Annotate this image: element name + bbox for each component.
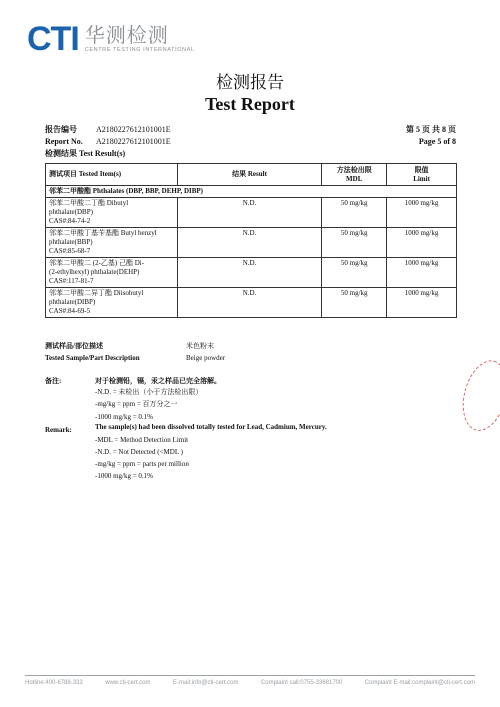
row-item: 邻苯二甲酸丁基苄基酯 Butyl benzyl phthalate(BBP) CAS#:85-68-7 (46, 228, 178, 258)
footer (25, 680, 475, 686)
remark-cn-line: -N.D. = 未检出（小于方法检出限） (95, 388, 203, 396)
row-result: N.D. (177, 228, 322, 258)
table-row (46, 198, 457, 228)
table-group-row (46, 186, 457, 198)
remark-cn-line: -1000 mg/kg = 0.1% (95, 413, 153, 421)
table-header-row (46, 164, 457, 186)
group-phthalates: 邻苯二甲酸酯 Phthalates (DBP, BBP, DEHP, DIBP) (46, 186, 457, 198)
official-seal-fragment (473, 360, 500, 434)
row-item: 邻苯二甲酸二 (2-乙基) 己酯 Di- (2-ethylhexyl) phthalate(DEHP) CAS#:117-81-7 (46, 258, 178, 288)
sample-label-en: Tested Sample/Part Description (45, 354, 140, 362)
results-table (45, 163, 457, 318)
row-mdl: 50 mg/kg (322, 258, 387, 288)
results-heading: 检测结果 Test Result(s) (45, 149, 126, 158)
footer-divider (25, 675, 475, 676)
row-item: 邻苯二甲酸二丁酯 Dibutyl phthalate(DBP) CAS#:84-74-2 (46, 198, 178, 228)
logo-chinese-name: 华测检测 (84, 23, 169, 47)
footer-complaint-call: Complaint call:0755-33681700 (260, 680, 343, 686)
footer-email-link[interactable]: E-mail:info@cti-cert.com (173, 680, 239, 686)
page-number-en: Page 5 of 8 (418, 137, 456, 146)
report-title-cn: 检测报告 (216, 73, 284, 93)
row-limit: 1000 mg/kg (387, 258, 457, 288)
row-result: N.D. (177, 198, 322, 228)
remark-en-line: -1000 mg/kg = 0.1% (95, 472, 153, 480)
footer-complaint-email-link[interactable]: Complaint E-mail:complaint@cti-cert.com (364, 680, 475, 686)
row-mdl: 50 mg/kg (322, 198, 387, 228)
header-limit: 限值 Limit (387, 164, 457, 186)
remark-label-cn: 备注: (45, 377, 62, 385)
report-title-en: Test Report (205, 94, 295, 114)
row-mdl: 50 mg/kg (322, 228, 387, 258)
footer-website-link[interactable]: www.cti-cert.com (105, 680, 151, 686)
row-mdl: 50 mg/kg (322, 288, 387, 318)
table-row (46, 288, 457, 318)
table-row (46, 258, 457, 288)
remark-en-line: The sample(s) had been dissolved totally tested for Lead, Cadmium, Mercury. (95, 423, 327, 431)
sample-label-cn: 测试样品/部位描述 (45, 342, 103, 350)
remark-label-en: Remark: (45, 426, 72, 434)
row-result: N.D. (177, 288, 322, 318)
row-limit: 1000 mg/kg (387, 228, 457, 258)
remark-en-line: -MDL = Method Detection Limit (95, 436, 189, 444)
remark-cn-line: 对于检测铅，镉，汞之样品已完全溶解。 (95, 377, 221, 385)
page-number-cn: 第 5 页 共 8 页 (406, 125, 456, 134)
report-no-value-cn: A2180227612101001E (96, 125, 171, 134)
report-no-label-en: Report No. (45, 137, 83, 146)
sample-value-en: Beige powder (186, 354, 226, 362)
row-result: N.D. (177, 258, 322, 288)
remark-en-line: -N.D. = Not Detected (<MDL ) (95, 448, 183, 456)
header-mdl: 方法检出限 MDL (322, 164, 387, 186)
footer-hotline: Hotline:400-6788-333 (25, 680, 83, 686)
sample-value-cn: 米色粉末 (186, 342, 214, 350)
table-row (46, 228, 457, 258)
report-no-value-en: A2180227612101001E (96, 137, 171, 146)
row-item: 邻苯二甲酸二异丁酯 Diisobutyl phthalate(DIBP) CAS#:84-69-5 (46, 288, 178, 318)
row-limit: 1000 mg/kg (387, 198, 457, 228)
remarks-en (95, 423, 465, 481)
company-logo (27, 20, 195, 58)
logo-english-name: CENTRE TESTING INTERNATIONAL (84, 47, 195, 53)
remark-en-line: -mg/kg = ppm = parts per million (95, 460, 189, 468)
report-no-label-cn: 报告编号 (45, 125, 77, 134)
logo-mark: CTI (27, 20, 79, 58)
header-tested-item: 测试项目 Tested Item(s) (46, 164, 178, 186)
remarks-cn (95, 377, 465, 422)
row-limit: 1000 mg/kg (387, 288, 457, 318)
remark-cn-line: -mg/kg = ppm = 百万分之一 (95, 400, 178, 408)
header-result: 结果 Result (177, 164, 322, 186)
